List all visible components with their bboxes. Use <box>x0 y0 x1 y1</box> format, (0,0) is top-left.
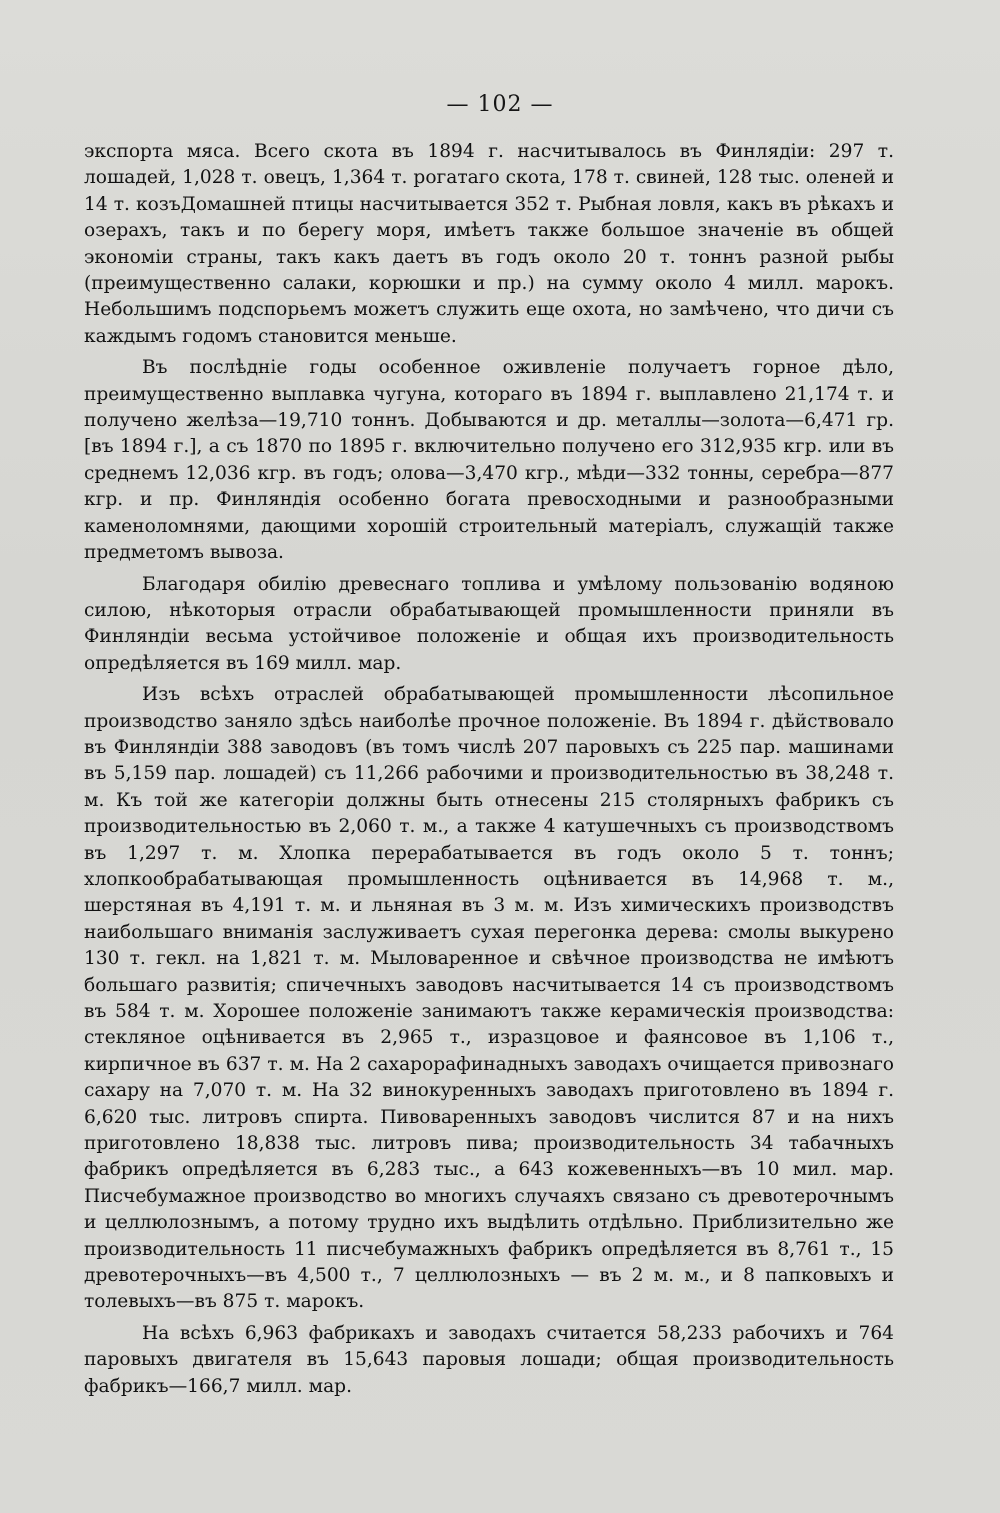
paragraph-manufacturing-overview: Благодаря обилiю древеснаго топлива и умѣлому пользованiю водяною силою, нѣкоторыя отрасли обрабатывающей промышленности приняли въ Финляндiи весьма устойчивое положенiе и общая ихъ производительность опредѣляется въ 169 милл. мар. <box>84 573 894 674</box>
paragraph-livestock-fishing: экспорта мяса. Всего скота въ 1894 г. насчитывалось въ Финлядiи: 297 т. лошадей, 1,028 т. овецъ, 1,364 т. рогатаго скота, 178 т. свиней, 128 тыс. оленей и 14 т. козъДомашней птицы насчитывается 352 т. Рыбная ловля, какъ въ рѣкахъ и озерахъ, такъ и по берегу моря, имѣетъ также большое значенiе въ общей экономiи страны, такъ какъ даетъ въ годъ около 20 т. тоннъ разной рыбы (преимущественно салаки, корюшки и пр.) на сумму около 4 милл. марокъ. Небольшимъ подспорьемъ можетъ служить еще охота, но замѣчено, что дичи съ каждымъ годомъ становится меньше. <box>84 141 894 347</box>
paragraph-factories-total: На всѣхъ 6,963 фабрикахъ и заводахъ считается 58,233 рабочихъ и 764 паровыхъ двигателя въ 15,643 паровыя лошади; общая производительность фабрикъ—166,7 милл. мар. <box>84 1322 894 1397</box>
body-text <box>84 139 894 1405</box>
paragraph-mining: Въ послѣднiе годы особенное оживленiе получаетъ горное дѣло, преимущественно выплавка чугуна, котораго въ 1894 г. выплавлено 21,174 т. и получено желѣза—19,710 тоннъ. Добываются и др. металлы—золота—6,471 гр. [въ 1894 г.], а съ 1870 по 1895 г. включительно получено его 312,935 кгр. или въ среднемъ 12,036 кгр. въ годъ; олова—3,470 кгр., мѣди—332 тонны, серебра—877 кгр. и пр. Финляндiя особенно богата превосходными и разнообразными каменоломнями, дающими хорошiй строительный матерiалъ, служащiй также предметомъ вывоза. <box>84 357 894 564</box>
paragraph-industries-detail: Изъ всѣхъ отраслей обрабатывающей промышленности лѣсопильное производство заняло здѣсь наиболѣе прочное положенiе. Въ 1894 г. дѣйствовало въ Финляндiи 388 заводовъ (въ томъ числѣ 207 паровыхъ съ 225 пар. машинами въ 5,159 пар. лошадей) съ 11,266 рабочими и производительностью въ 38,248 т. м. Къ той же категорiи должны быть отнесены 215 столярныхъ фабрикъ съ производительностью въ 2,060 т. м., а также 4 катушечныхъ съ производствомъ въ 1,297 т. м. Хлопка перерабатывается въ годъ около 5 т. тоннъ; хлопкообрабатывающая промышленность оцѣнивается въ 14,968 т. м., шерстяная въ 4,191 т. м. и льняная въ 3 м. м. Изъ химическихъ производствъ наибольшаго вниманiя заслуживаетъ сухая перегонка дерева: смолы выкурено 130 т. гекл. на 1,821 т. м. Мыловаренное и свѣчное производства не имѣютъ большаго развитiя; спичечныхъ заводовъ насчитывается 14 съ производствомъ въ 584 т. м. Хорошее положенiе занимаютъ также керамическiя производства: стекляное оцѣнивается въ 2,965 т., изразцовое и фаянсовое въ 1,106 т., кирпичное въ 637 т. м. На 2 сахарорафинадныхъ заводахъ очищается привознаго сахару на 7,070 т. м. На 32 винокуренныхъ заводахъ приготовлено въ 1894 г. 6,620 тыс. литровъ спирта. Пивоваренныхъ заводовъ числится 87 и на нихъ приготовлено 18,838 тыс. литровъ пива; производительность 34 табачныхъ фабрикъ опредѣляется въ 6,283 тыс., а 643 кожевенныхъ—въ 10 мил. мар. Писчебумажное производство во многихъ случаяхъ связано съ древотерочнымъ и целлюлознымъ, а потому трудно ихъ выдѣлить отдѣльно. Приблизительно же производительность 11 писчебумажныхъ фабрикъ опредѣляется въ 8,761 т., 15 древотерочныхъ—въ 4,500 т., 7 целлюлозныхъ — въ 2 м. м., и 8 папковыхъ и толевыхъ—въ 875 т. марокъ. <box>84 684 894 1313</box>
page-number: — 102 — <box>446 92 554 117</box>
